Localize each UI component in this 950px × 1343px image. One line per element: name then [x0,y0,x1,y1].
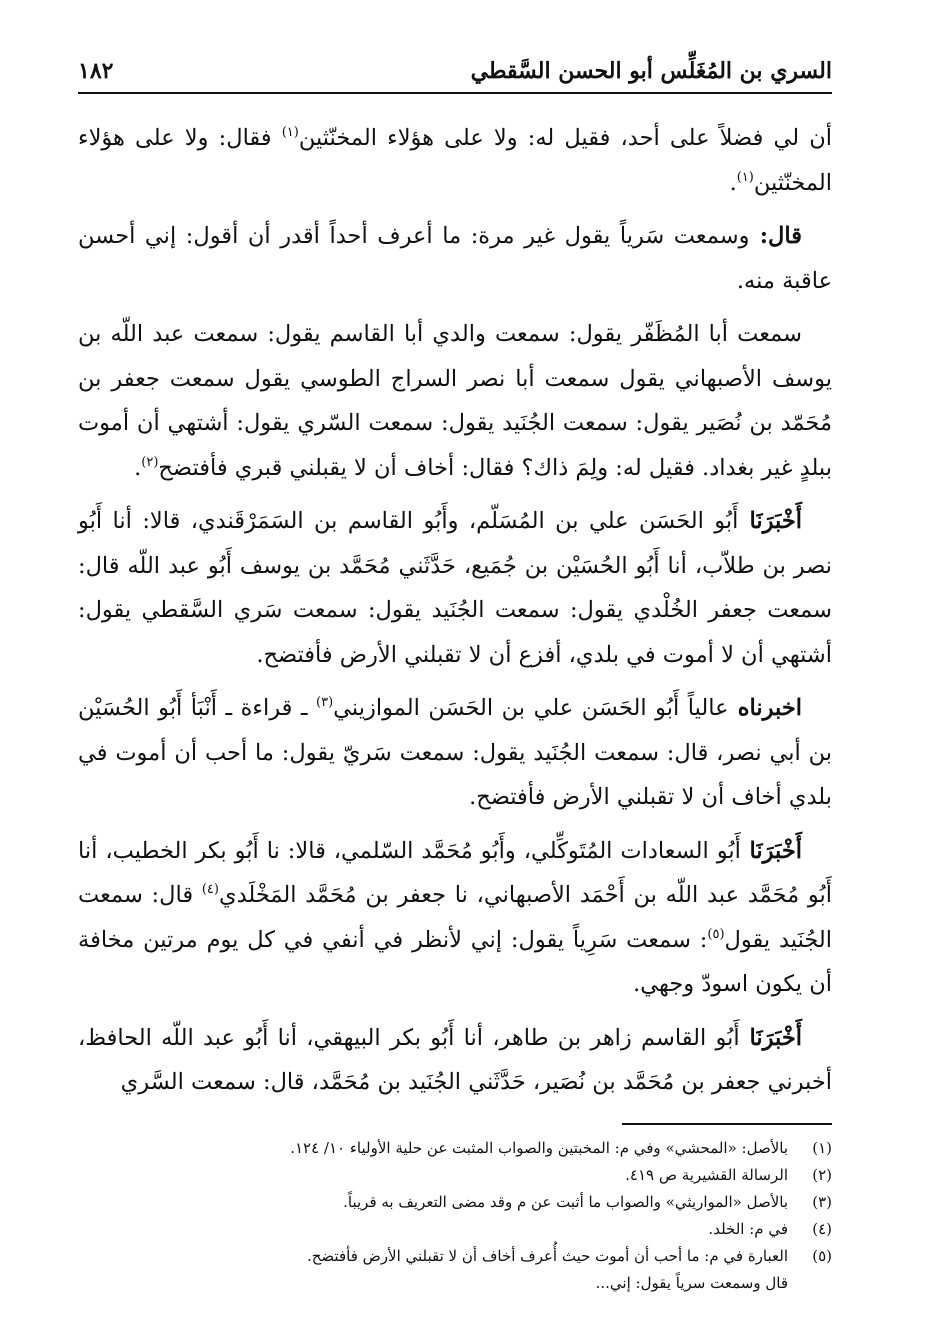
footnote-text: الرسالة القشيرية ص ٤١٩. [625,1165,788,1184]
footnote [78,1189,832,1216]
footnote-number: (٥) [812,1246,832,1265]
footnote-ref: (٤) [201,882,219,897]
footnote-ref: (٥) [707,926,725,942]
footnote-ref: (١) [736,169,754,185]
footnote-ref: (١) [281,125,299,140]
footnote-number: (١) [812,1138,832,1157]
paragraph-text: : سمعت سَرِياً يقول: إني لأنظر في أنفي في كل يوم مرتين مخافة أن يكون اسودّ وجهي. [78,926,832,997]
footnote [78,1135,832,1162]
paragraph-lead: أَخْبَرَنَا [739,1024,802,1051]
footnote-number: (٣) [812,1192,832,1211]
paragraph-lead: أَخْبَرَنَا [740,837,802,864]
footnote-text: في م: الخلد. [708,1219,788,1238]
footnote-number: (٢) [812,1165,832,1184]
paragraph-text: أن لي فضلاً على أحد، فقيل له: ولا على هؤلاء المخنّثين [298,125,832,151]
running-title: السري بن المُغَلِّس أبو الحسن السَّقطي [470,58,832,84]
paragraph [78,116,832,205]
paragraph-text: . [729,169,737,196]
footnote [78,1162,832,1189]
footnote-ref: (٣) [316,695,334,710]
page-header [78,58,832,94]
footnote-continuation: قال وسمعت سرياً يقول: إني... [595,1273,788,1292]
paragraph-text: وسمعت سَرياً يقول غير مرة: ما أعرف أحداً أقدر أن أقول: إني أحسن عاقبة منه. [78,223,832,294]
paragraph-text: أَبُو الحَسَن علي بن المُسَلّم، وأَبُو القاسم بن السَمَرْقَندي، قالا: أنا أَبُو نصر بن طلاّب، أنا أَبُو الحُسَيْن بن جُمَيع، حَدَّثَني مُحَمَّد بن يوسف أَبُو عبد اللّه قال: سمعت جعفر الخُلْدي يقول: سمعت الجُنَيد يقول: سمعت سَري السَّقطي يقول: أشتهي أن لا أموت في بلدي، أفزع أن لا تقبلني الأرض فأفتضح. [78,508,832,668]
paragraph [78,686,832,820]
footnote [78,1243,832,1270]
paragraph-lead: اخبرناه [728,695,803,721]
paragraph-lead: أَخْبَرَنَا [738,508,802,534]
paragraph [78,829,832,1007]
paragraph-text: فقال: ولا على هؤلاء المخنّثين [78,125,832,196]
footnote-separator [622,1123,832,1125]
page-number: ١٨٢ [78,58,114,84]
paragraph [78,1016,832,1105]
paragraph-text: . [134,454,142,481]
body-text [78,116,832,1105]
paragraph-text: قال: سمعت الجُنَيد يقول [78,882,832,953]
footnotes [78,1135,832,1270]
footnote-text: بالأصل: «المحشي» وفي م: المخبتين والصواب المثبت عن حلية الأولياء ١٠/ ١٢٤. [290,1138,788,1157]
footnote-ref: (٢) [141,454,159,470]
footnote-text: العبارة في م: ما أحب أن أموت حيث أُعرف أخاف أن لا تقبلني الأرض فأفتضح. [306,1246,788,1265]
paragraph [78,214,832,303]
paragraph-text: عالياً أَبُو الحَسَن علي بن الحَسَن الموازيني [333,695,729,721]
paragraph-text: ـ قراءة ـ أَنْبَأ أَبُو الحُسَيْن بن أبي نصر، قال: سمعت الجُنَيد يقول: سمعت سَريّ يقول: ما أحب أن أموت في بلدي أخاف أن لا تقبلني الأرض فأفتضح. [78,695,832,810]
paragraph [78,312,832,490]
footnote [78,1216,832,1243]
paragraph-lead: قال: [749,223,802,249]
footnote-text: بالأصل «المواريثي» والصواب ما أثبت عن م وقد مضى التعريف به قريباً. [343,1192,788,1211]
paragraph-text: أَبُو القاسم زاهر بن طاهر، أنا أَبُو بكر البيهقي، أنا أَبُو عبد اللّه الحافظ، أخبرني جعفر بن مُحَمَّد بن نُصَير، حَدَّثَني الجُنَيد بن مُحَمَّد، قال: سمعت السَّري [78,1024,832,1095]
paragraph-text: أَبُو السعادات المُتَوكِّلي، وأَبُو مُحَمَّد السّلمي، قالا: نا أَبُو بكر الخطيب، أنا أَبُو مُحَمَّد عبد اللّه بن أَحْمَد الأصبهاني، نا جعفر بن مُحَمَّد المَخْلَدي [78,837,832,908]
footnote-number: (٤) [812,1219,832,1238]
paragraph [78,499,832,677]
paragraph-text: سمعت أبا المُظَفّر يقول: سمعت والدي أبا القاسم يقول: سمعت عبد اللّه بن يوسف الأصبهاني يقول سمعت أبا نصر السراج الطوسي يقول سمعت جعفر بن مُحَمّد بن نُصَير يقول: سمعت الجُنَيد يقول: سمعت السّري يقول: أشتهي أن أموت ببلدٍ غير بغداد. فقيل له: ولِمَ ذاك؟ فقال: أخاف أن لا يقبلني قبري فأفتضح [78,321,832,481]
